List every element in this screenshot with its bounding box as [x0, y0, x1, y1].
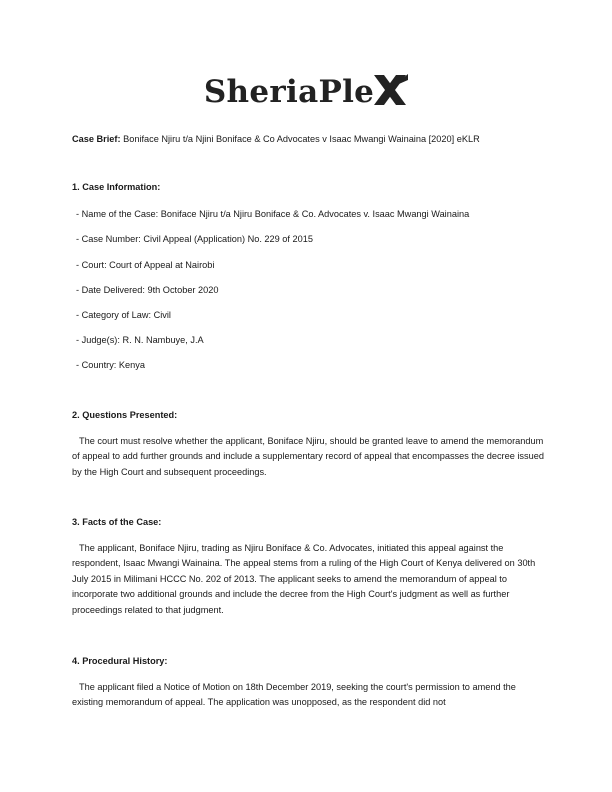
case-info-item: - Category of Law: Civil	[76, 310, 171, 320]
case-info-item: - Court: Court of Appeal at Nairobi	[76, 260, 215, 270]
case-info-item: - Case Number: Civil Appeal (Application) No. 229 of 2015	[76, 234, 313, 244]
case-brief-title: Boniface Njiru t/a Njini Boniface & Co Advocates v Isaac Mwangi Wainaina [2020] eKLR	[123, 134, 480, 144]
facts-text: The applicant, Boniface Njiru, trading as Njiru Boniface & Co. Advocates, initiated this appeal against the respondent, Isaac Mwangi Wainaina. The appeal stems from a ruling of the High Court of Kenya delivered on 30th July 2015 in Milimani HCCC No. 202 of 2013. The applicant seeks to amend the memorandum of appeal to incorporate two additional grounds and include the decree from the High Court's judgment as well as further proceedings related to that judgment.	[72, 543, 536, 615]
case-brief-label: Case Brief:	[72, 134, 121, 144]
case-info-item: - Country: Kenya	[76, 360, 145, 370]
case-info-item: - Date Delivered: 9th October 2020	[76, 285, 219, 295]
section-heading-procedural-history: 4. Procedural History:	[72, 656, 168, 666]
questions-presented-text: The court must resolve whether the applicant, Boniface Njiru, should be granted leave to amend the memorandum of appeal to add further grounds and include a supplementary record of appeal that encompasses the decree issued by the High Court and subsequent proceedings.	[72, 436, 544, 477]
procedural-history-text: The applicant filed a Notice of Motion on 18th December 2019, seeking the court's permission to amend the existing memorandum of appeal. The application was unopposed, as the respondent did not	[72, 682, 516, 708]
logo-text: SheriaPle	[203, 74, 375, 110]
section-heading-facts: 3. Facts of the Case:	[72, 517, 162, 527]
case-info-item: - Judge(s): R. N. Nambuye, J.A	[76, 335, 204, 345]
case-brief-line	[72, 133, 542, 146]
section-heading-questions-presented: 2. Questions Presented:	[72, 410, 178, 420]
section-heading-case-information: 1. Case Information:	[72, 182, 161, 192]
case-info-item: - Name of the Case: Boniface Njiru t/a Njiru Boniface & Co. Advocates v. Isaac Mwangi Wainaina	[76, 209, 470, 219]
logo-x-mark-icon	[372, 73, 408, 107]
sheriaplex-logo	[0, 74, 612, 122]
